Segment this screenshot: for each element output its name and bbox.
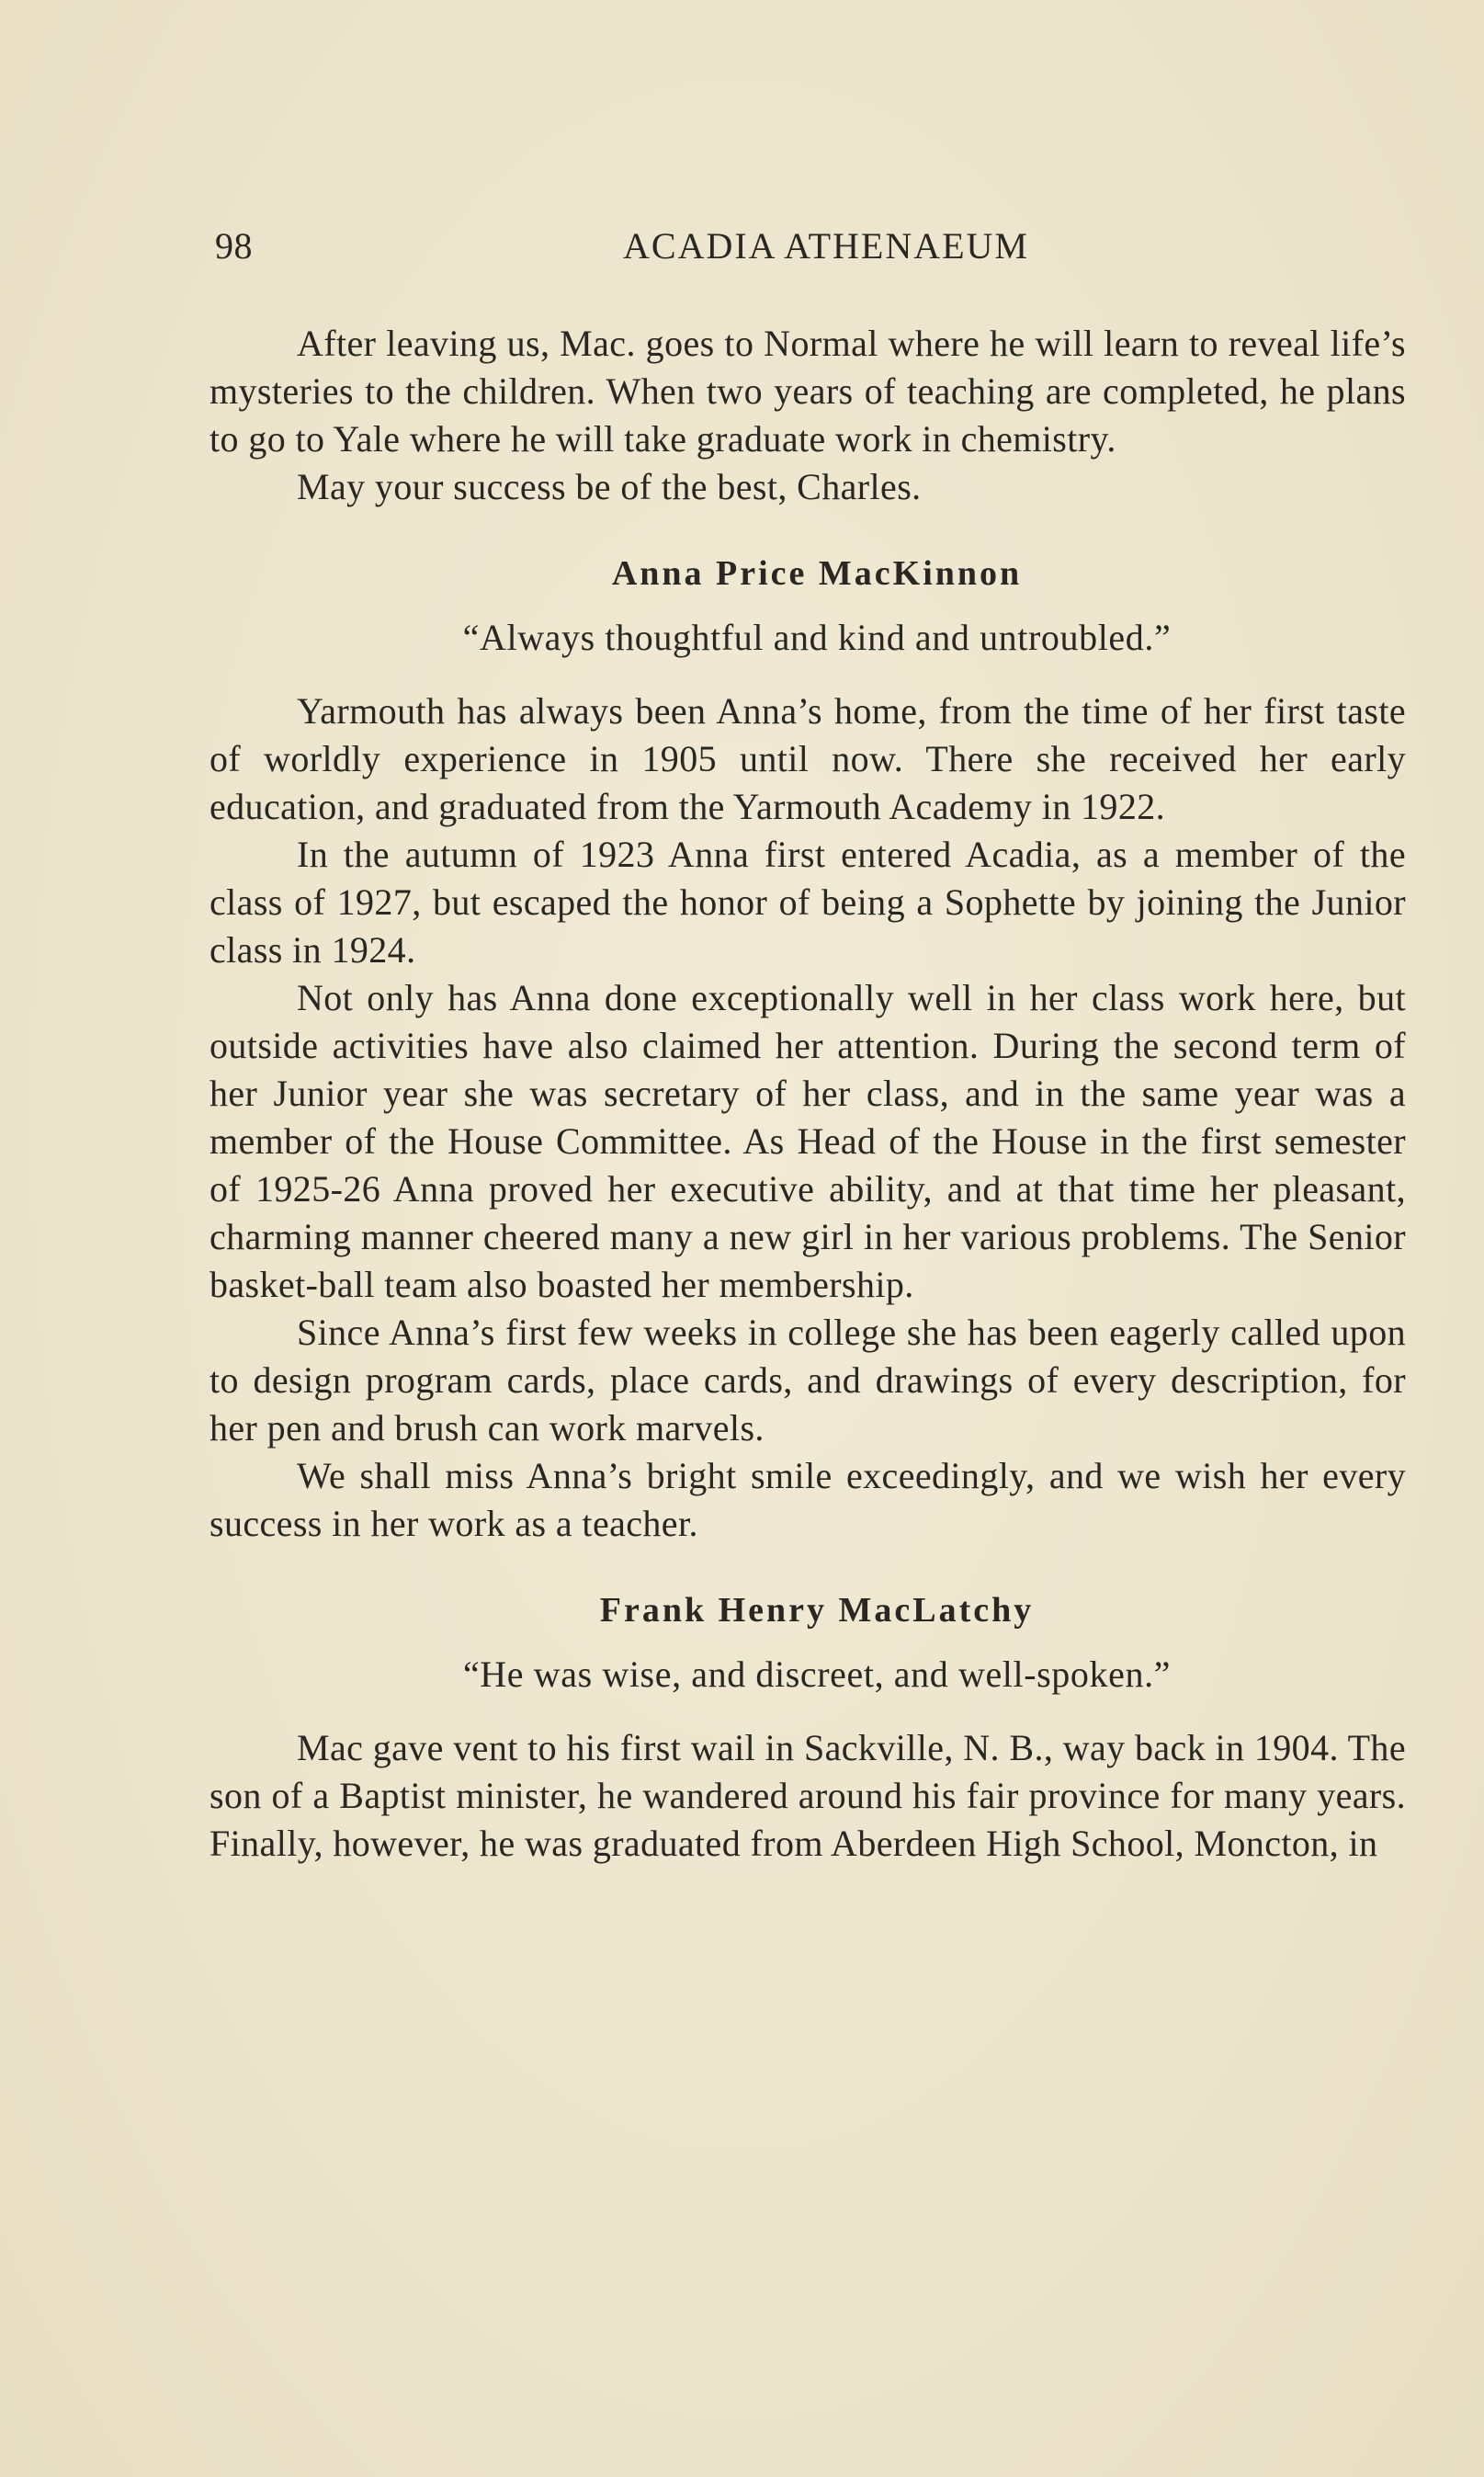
section-paragraph: Since Anna’s first few weeks in college she has been eagerly called upon to design program cards, place cards, and drawings of every description, for her pen and brush can work marvels. — [210, 1312, 1406, 1449]
intro-paragraph: After leaving us, Mac. goes to Normal where he will learn to reveal life’s mysteries to the children. When two years of teaching are completed, he plans to go to Yale where he will take graduate work in chemistry. — [210, 323, 1406, 460]
body-text — [210, 320, 1406, 1868]
section-title: Frank Henry MacLatchy — [599, 1591, 1035, 1630]
section-paragraph: Yarmouth has always been Anna’s home, from the time of her first taste of worldly experience in 1905 until now. There she received her early education, and graduated from the Yarmouth Academy in 1922. — [210, 690, 1406, 827]
section-paragraph: We shall miss Anna’s bright smile exceedingly, and we wish her every success in her work as a teacher. — [210, 1455, 1406, 1544]
section-body — [210, 1724, 1406, 1868]
section-body — [210, 687, 1406, 1548]
section-quote: “He was wise, and discreet, and well-spoken.” — [462, 1653, 1172, 1695]
section-paragraph: Mac gave vent to his first wail in Sackville, N. B., way back in 1904. The son of a Baptist minister, he wandered around his fair province for many years. Finally, however, he was graduated from Aberdeen High School, Moncton, in — [210, 1727, 1406, 1864]
intro-paragraph: May your success be of the best, Charles. — [297, 466, 922, 507]
page-number: 98 — [215, 225, 253, 267]
running-title: ACADIA ATHENAEUM — [623, 225, 1029, 267]
section-paragraph: In the autumn of 1923 Anna first entered Acadia, as a member of the class of 1927, but escaped the honor of being a Sophette by joining the Junior class in 1924. — [210, 834, 1406, 971]
page-header — [215, 224, 1410, 279]
section-quote: “Always thoughtful and kind and untroubled.” — [462, 617, 1172, 658]
section-title: Anna Price MacKinnon — [611, 554, 1023, 593]
section-paragraph: Not only has Anna done exceptionally well in her class work here, but outside activities have also claimed her attention. During the second term of her Junior year she was secretary of her class, and in the same year was a member of the House Committee. As Head of the House in the first semester of 1925-26 Anna proved her executive ability, and at that time her pleasant, charming manner cheered many a new girl in her various problems. The Senior basket-ball team also boasted her membership. — [210, 977, 1406, 1305]
